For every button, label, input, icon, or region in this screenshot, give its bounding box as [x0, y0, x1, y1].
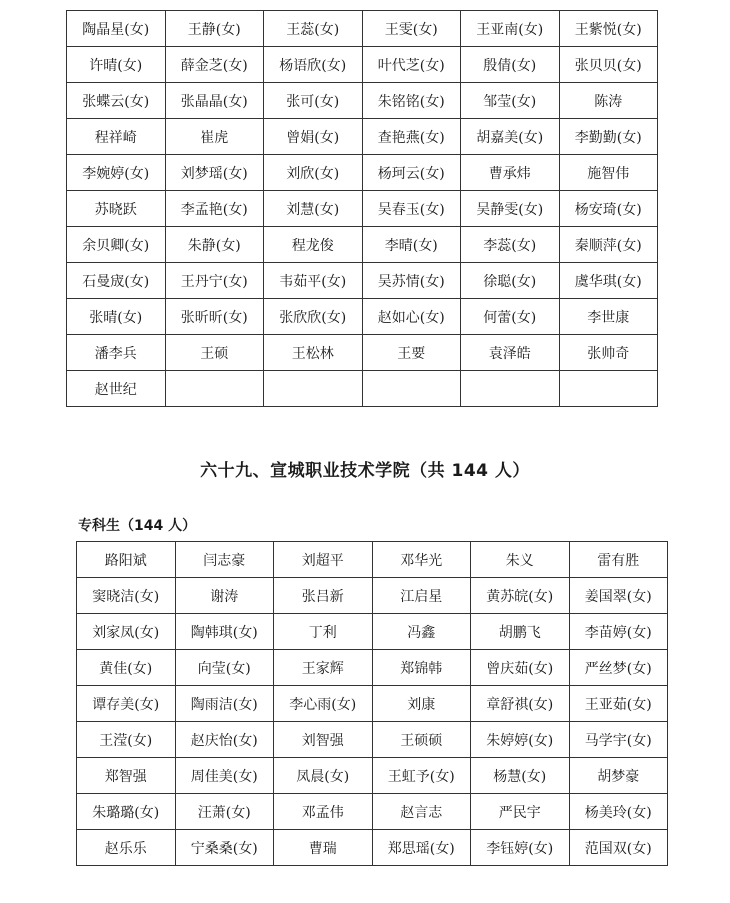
name-cell: 王蕊(女): [264, 11, 363, 47]
name-cell: 陶雨洁(女): [175, 686, 274, 722]
name-cell: 章舒祺(女): [471, 686, 570, 722]
name-cell: 朱静(女): [165, 227, 264, 263]
table-row: [77, 830, 668, 866]
name-cell: 王要: [362, 335, 461, 371]
name-cell: 刘康: [372, 686, 471, 722]
name-cell: 凤晨(女): [274, 758, 373, 794]
table-row: [77, 542, 668, 578]
name-cell: 姜国翠(女): [569, 578, 668, 614]
name-cell: 徐聪(女): [461, 263, 560, 299]
table-row: [67, 263, 658, 299]
name-cell: 郑锦韩: [372, 650, 471, 686]
name-cell: 张晶晶(女): [165, 83, 264, 119]
table-row: [77, 758, 668, 794]
name-cell: 胡梦豪: [569, 758, 668, 794]
name-cell: 王亚南(女): [461, 11, 560, 47]
name-table-body: [77, 542, 668, 866]
name-cell: 邹莹(女): [461, 83, 560, 119]
name-cell: 吴苏情(女): [362, 263, 461, 299]
name-cell: 江启星: [372, 578, 471, 614]
table-row: [77, 614, 668, 650]
name-cell: 杨安琦(女): [559, 191, 658, 227]
name-cell: 王丹宁(女): [165, 263, 264, 299]
name-cell: 王家辉: [274, 650, 373, 686]
name-cell: [264, 371, 363, 407]
name-cell: 王亚茹(女): [569, 686, 668, 722]
table-row: [67, 299, 658, 335]
name-cell: 王滢(女): [77, 722, 176, 758]
name-cell: 曹承炜: [461, 155, 560, 191]
name-cell: 赵庆怡(女): [175, 722, 274, 758]
name-cell: 张昕昕(女): [165, 299, 264, 335]
name-cell: 邓华光: [372, 542, 471, 578]
name-cell: 张晴(女): [67, 299, 166, 335]
name-cell: 赵如心(女): [362, 299, 461, 335]
name-cell: 李勤勤(女): [559, 119, 658, 155]
name-cell: 闫志豪: [175, 542, 274, 578]
table-row: [77, 722, 668, 758]
name-cell: 黄苏皖(女): [471, 578, 570, 614]
name-cell: 李心雨(女): [274, 686, 373, 722]
name-cell: 郑智强: [77, 758, 176, 794]
name-cell: 向莹(女): [175, 650, 274, 686]
name-cell: 王雯(女): [362, 11, 461, 47]
name-cell: 韦茹平(女): [264, 263, 363, 299]
name-cell: 胡鹏飞: [471, 614, 570, 650]
name-table-previous: [66, 10, 658, 407]
name-cell: 王紫悦(女): [559, 11, 658, 47]
name-cell: 刘慧(女): [264, 191, 363, 227]
name-cell: 雷有胜: [569, 542, 668, 578]
name-cell: 马学宇(女): [569, 722, 668, 758]
name-cell: 张欣欣(女): [264, 299, 363, 335]
name-cell: 朱婷婷(女): [471, 722, 570, 758]
name-cell: 殷倩(女): [461, 47, 560, 83]
name-cell: 陈涛: [559, 83, 658, 119]
table-row: [67, 119, 658, 155]
name-cell: 曹瑞: [274, 830, 373, 866]
name-cell: 刘超平: [274, 542, 373, 578]
name-cell: 李钰婷(女): [471, 830, 570, 866]
name-cell: 李蕊(女): [461, 227, 560, 263]
table-row: [77, 686, 668, 722]
name-cell: 王硕: [165, 335, 264, 371]
name-cell: 吴春玉(女): [362, 191, 461, 227]
name-cell: 朱璐璐(女): [77, 794, 176, 830]
name-cell: 余贝卿(女): [67, 227, 166, 263]
name-cell: 黄佳(女): [77, 650, 176, 686]
name-cell: 刘梦瑶(女): [165, 155, 264, 191]
name-cell: 朱铭铭(女): [362, 83, 461, 119]
name-cell: 赵言志: [372, 794, 471, 830]
name-cell: 崔虎: [165, 119, 264, 155]
name-cell: 李世康: [559, 299, 658, 335]
name-cell: 刘家凤(女): [77, 614, 176, 650]
name-cell: [362, 371, 461, 407]
name-cell: 苏晓跃: [67, 191, 166, 227]
name-cell: 秦顺萍(女): [559, 227, 658, 263]
name-cell: 严民宇: [471, 794, 570, 830]
name-cell: 杨语欣(女): [264, 47, 363, 83]
name-cell: 郑思瑶(女): [372, 830, 471, 866]
name-cell: 丁利: [274, 614, 373, 650]
name-cell: 王松林: [264, 335, 363, 371]
table-row: [77, 650, 668, 686]
name-cell: 李苗婷(女): [569, 614, 668, 650]
name-cell: 杨美玲(女): [569, 794, 668, 830]
name-cell: 汪萧(女): [175, 794, 274, 830]
name-cell: 冯鑫: [372, 614, 471, 650]
name-cell: 张贝贝(女): [559, 47, 658, 83]
name-cell: 谭存美(女): [77, 686, 176, 722]
name-cell: 邓孟伟: [274, 794, 373, 830]
name-cell: 窦晓洁(女): [77, 578, 176, 614]
name-cell: 严丝梦(女): [569, 650, 668, 686]
table-row: [67, 335, 658, 371]
name-cell: 刘欣(女): [264, 155, 363, 191]
name-cell: 查艳燕(女): [362, 119, 461, 155]
name-cell: 周佳美(女): [175, 758, 274, 794]
name-cell: 叶代芝(女): [362, 47, 461, 83]
table-row: [67, 47, 658, 83]
name-cell: 李晴(女): [362, 227, 461, 263]
name-cell: 朱义: [471, 542, 570, 578]
name-table-xuancheng: [76, 541, 668, 866]
name-cell: 李婉婷(女): [67, 155, 166, 191]
name-cell: 赵乐乐: [77, 830, 176, 866]
name-cell: 刘智强: [274, 722, 373, 758]
name-cell: 李孟艳(女): [165, 191, 264, 227]
table-row: [67, 227, 658, 263]
name-cell: 张蝶云(女): [67, 83, 166, 119]
name-cell: 张可(女): [264, 83, 363, 119]
name-cell: 袁泽皓: [461, 335, 560, 371]
name-cell: 曾娟(女): [264, 119, 363, 155]
name-cell: 陶韩琪(女): [175, 614, 274, 650]
name-cell: 程龙俊: [264, 227, 363, 263]
name-cell: 胡嘉美(女): [461, 119, 560, 155]
name-cell: 施智伟: [559, 155, 658, 191]
name-cell: [559, 371, 658, 407]
name-cell: 王静(女): [165, 11, 264, 47]
section-title: 六十九、宣城职业技术学院（共 144 人）: [200, 461, 530, 481]
name-table-body: [67, 11, 658, 407]
name-cell: 程祥崎: [67, 119, 166, 155]
name-cell: 石曼宬(女): [67, 263, 166, 299]
name-cell: 陶晶星(女): [67, 11, 166, 47]
table-row: [67, 83, 658, 119]
name-cell: 范国双(女): [569, 830, 668, 866]
name-cell: 虞华琪(女): [559, 263, 658, 299]
name-cell: 张帅奇: [559, 335, 658, 371]
name-cell: 谢涛: [175, 578, 274, 614]
table-row: [67, 155, 658, 191]
name-cell: 何蕾(女): [461, 299, 560, 335]
name-cell: 路阳斌: [77, 542, 176, 578]
table-row: [67, 191, 658, 227]
name-cell: 杨珂云(女): [362, 155, 461, 191]
name-cell: 杨慧(女): [471, 758, 570, 794]
name-cell: 王硕硕: [372, 722, 471, 758]
table-row: [67, 371, 658, 407]
name-cell: 赵世纪: [67, 371, 166, 407]
name-cell: 张吕新: [274, 578, 373, 614]
name-cell: 潘李兵: [67, 335, 166, 371]
name-cell: [461, 371, 560, 407]
name-cell: 曾庆茹(女): [471, 650, 570, 686]
name-cell: 宁桑桑(女): [175, 830, 274, 866]
name-cell: 王虹予(女): [372, 758, 471, 794]
name-cell: [165, 371, 264, 407]
name-cell: 薛金芝(女): [165, 47, 264, 83]
name-cell: 吴静雯(女): [461, 191, 560, 227]
table-row: [77, 794, 668, 830]
table-row: [67, 11, 658, 47]
name-cell: 许晴(女): [67, 47, 166, 83]
table-row: [77, 578, 668, 614]
subsection-title: 专科生（144 人）: [78, 518, 197, 534]
